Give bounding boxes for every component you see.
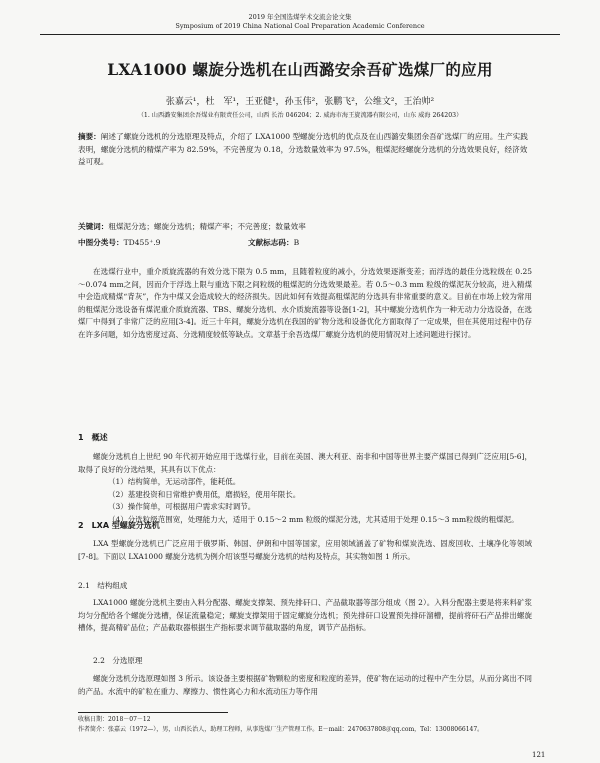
section-2-body xyxy=(78,538,532,563)
list-item: （3）操作简单，可根据用户需求实时调节。 xyxy=(108,502,256,512)
subsection-2-2-body xyxy=(78,673,532,698)
keywords-text: 粗煤泥分选；螺旋分选机；精煤产率；不完善度；数量效率 xyxy=(108,222,306,231)
section-1-paragraph: 螺旋分选机自上世纪 90 年代初开始应用于选煤行业，目前在美国、澳大利亚、南非和中国等世界主要产煤国已得到广泛应用[5-6]，取得了良好的分选结果，其具有以下优点： xyxy=(78,452,532,474)
introduction xyxy=(78,266,532,342)
section-2-heading: 2 LXA 型螺旋分选机 xyxy=(78,521,160,530)
keywords-label: 关键词： xyxy=(78,222,109,231)
subsection-2-1-paragraph: LXA1000 螺旋分选机主要由入料分配器、螺旋支撑架、预先排矸口、产品截取器等部分组成（图 2）。入料分配器主要是将来料矿浆均匀分配给各个螺旋分选槽，保证流量稳定；螺旋支撑架用于固定螺旋分选机；预先排矸口设置预先排矸溜槽，提前将矸石产品排出螺旋槽体，提高精矿品位；产品截取器根据生产指标要求调节截取器的角度，调节产品指标。 xyxy=(78,598,532,633)
advantage-list xyxy=(78,476,532,526)
author-list: 张嘉云¹，杜 军¹，王亚健¹，孙玉伟²，张鹏飞²，公维文²，王治帅² xyxy=(165,97,435,107)
subsection-2-1-heading: 2.1 结构组成 xyxy=(78,581,128,590)
abstract-text: 阐述了螺旋分选机的分选原理及特点，介绍了 LXA1000 型螺旋分选机的优点及在山西潞安集团余吾矿选煤厂的应用。生产实践表明，螺旋分选机的精煤产率为 82.59%，不完善度为 0.18，分选数量效率为 97.5%，粗煤泥经螺旋分选机的分选效果良好，经济效益可观。 xyxy=(78,132,528,167)
header-title-cn: 2019 年全国选煤学术交流会论文集 xyxy=(248,13,352,21)
intro-paragraph: 在选煤行业中，重介质旋流器的有效分选下限为 0.5 mm，且随着粒度的减小，分选效果逐渐变差；而浮选的最佳分选粒级在 0.25～0.074 mm之间，因而介于浮选上限与重选下限之间粒级的粗煤泥的分选效果最差。若 0.5～0.3 mm 粒级的煤泥灰分较高，进入精煤中会造成精煤“背灰”，作为中煤又会造成较大的经济损失。因此如何有效提高粗煤泥的分选具有非常重要的意义。目前在市场上较为常用的粗煤泥分选设备有煤泥重介质旋流器、TBS、螺旋分选机、水介质旋流器等设备[1-2]，其中螺旋分选机作为一种无动力分选设备，在选煤厂中得到了非常广泛的应用[3-4]。近三十年间，螺旋分选机在我国的矿物分选和设备优化方面取得了一定成果，但在其使用过程中仍存在许多问题，如分选密度过高、分选精度较低等缺点。文章基于余吾选煤厂螺旋分选机的使用情况对上述问题进行探讨。 xyxy=(78,267,532,339)
paper-title: LXA1000 螺旋分选机在山西潞安余吾矿选煤厂的应用 xyxy=(107,60,493,79)
section-1-heading: 1 概述 xyxy=(78,433,108,442)
doc-code-value: B xyxy=(293,238,300,247)
author-bio: 作者简介：张嘉云（1972—），男，山西长治人，助理工程师，从事选煤厂生产管理工作。E－mail：2470637808＠qq.com，Tel：13008066147。 xyxy=(78,725,484,733)
keywords xyxy=(78,221,528,234)
received-date: 收稿日期：2018－07－12 xyxy=(78,716,151,723)
subsection-2-1-body xyxy=(78,597,532,635)
section-1-body xyxy=(78,451,532,527)
section-2-paragraph: LXA 型螺旋分选机已广泛应用于俄罗斯、韩国、伊朗和中国等国家，应用领域涵盖了矿物和煤炭洗选、固废回收、土壤净化等领域[7-8]。下面以 LXA1000 螺旋分选机为例介绍该型号螺旋分选机的结构及特点，其实物如图 1 所示。 xyxy=(78,539,532,561)
affiliation: （1. 山西潞安集团余吾煤业有限责任公司，山西 长治 046204；2. 威海市海王旋流器有限公司，山东 威海 264203） xyxy=(137,112,463,119)
header-rule xyxy=(40,34,560,35)
footnote-rule xyxy=(78,712,228,713)
list-item: （4）分选粒级范围宽，处理能力大，适用于 0.15～2 mm 粒级的煤泥分选，尤其适用于处理 0.15～3 mm粒级的粗煤泥。 xyxy=(108,514,519,524)
clc-value: TD455⁺.9 xyxy=(123,238,161,247)
footnotes xyxy=(78,715,548,734)
page-number: 121 xyxy=(532,751,546,759)
subsection-2-2-paragraph: 螺旋分选机分选原理如图 3 所示。该设备主要根据矿物颗粒的密度和粒度的差异，使矿物在运动的过程中产生分层，从而分离出不同的产品。水流中的矿粒在重力、摩擦力、惯性离心力和水流动压力等作用 xyxy=(78,674,532,696)
doc-code-label: 文献标志码： xyxy=(248,238,294,247)
running-header xyxy=(0,13,600,31)
list-item: （1）结构简单，无运动部件，能耗低。 xyxy=(108,477,241,487)
abstract-label: 摘要： xyxy=(78,132,101,141)
header-title-en: Symposium of 2019 China National Coal Preparation Academic Conference xyxy=(175,22,425,30)
clc-label: 中图分类号： xyxy=(78,238,124,247)
subsection-2-2-heading: 2.2 分选原理 xyxy=(93,656,143,665)
list-item: （2）基建投资和日常维护费用低，磨损轻，使用年限长。 xyxy=(108,489,301,499)
abstract xyxy=(78,131,528,169)
classification-row xyxy=(78,237,528,248)
